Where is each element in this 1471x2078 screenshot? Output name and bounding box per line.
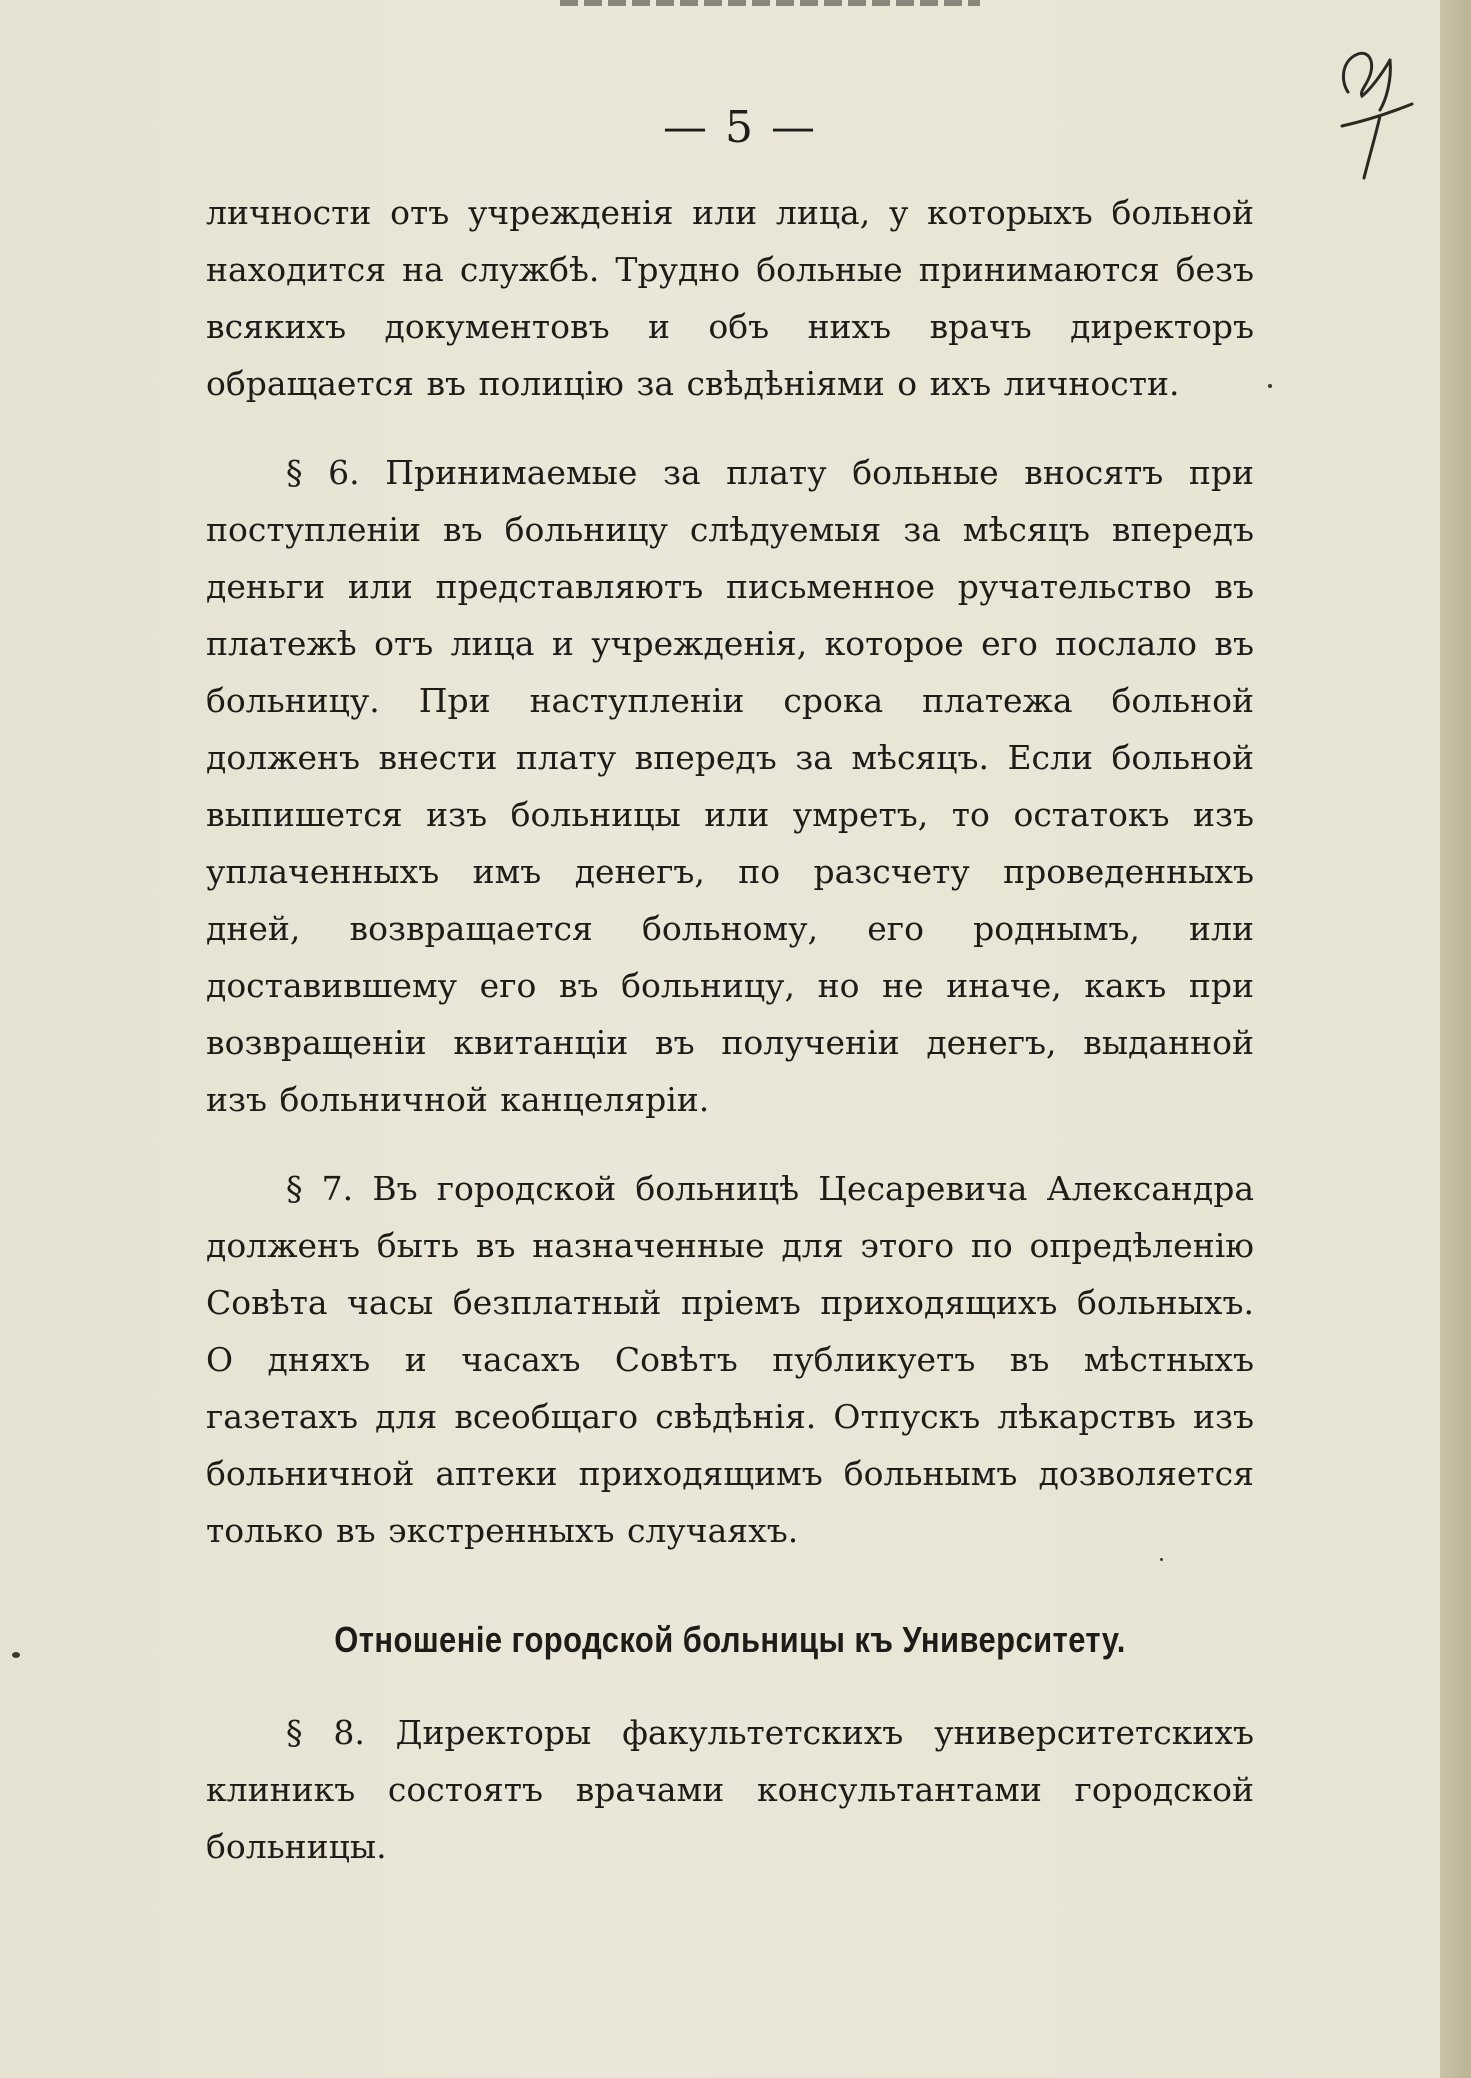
page-number: — 5 — xyxy=(663,102,817,153)
ink-speck xyxy=(1268,384,1272,388)
ink-speck xyxy=(1160,1558,1163,1561)
paragraph-section-8: § 8. Директоры факультетскихъ университетскихъ клиникъ состоятъ врачами консультантами городской больницы. xyxy=(206,1713,1254,1866)
paragraph-section-6: § 6. Принимаемые за плату больные вносятъ при поступленіи въ больницу слѣдуемыя за мѣсяцъ впередъ деньги или представляютъ письменное ручательство въ платежѣ отъ лица и учрежденія, которое его послало въ больницу. При наступленіи срока платежа больной долженъ внести плату впередъ за мѣсяцъ. Если больной выпишется изъ больницы или умретъ, то остатокъ изъ уплаченныхъ имъ денегъ, по разсчету проведенныхъ дней, возвращается больному, его роднымъ, или доставившему его въ больницу, но не иначе, какъ при возвращеніи квитанціи въ полученіи денегъ, выданной изъ больничной канцеляріи. xyxy=(206,453,1254,1119)
paragraph-continuation: личности отъ учрежденія или лица, у которыхъ больной находится на службѣ. Трудно больные принимаются безъ всякихъ документовъ и объ нихъ врачъ директоръ обращается въ полицію за свѣдѣніями о ихъ личности. xyxy=(206,193,1254,403)
section-heading: Отношеніе городской больницы къ Университету. xyxy=(334,1619,1126,1660)
document-body xyxy=(206,184,1254,1907)
bleed-through-header xyxy=(560,0,980,6)
handwritten-page-mark xyxy=(1320,30,1420,190)
page-edge xyxy=(1440,0,1471,2078)
paragraph-section-7: § 7. Въ городской больницѣ Цесаревича Александра долженъ быть въ назначенные для этого по опредѣленію Совѣта часы безплатный пріемъ приходящихъ больныхъ. О дняхъ и часахъ Совѣтъ публикуетъ въ мѣстныхъ газетахъ для всеобщаго свѣдѣнія. Отпускъ лѣкарствъ изъ больничной аптеки приходящимъ больнымъ дозволяется только въ экстренныхъ случаяхъ. xyxy=(206,1169,1254,1550)
ink-speck xyxy=(12,1652,20,1658)
